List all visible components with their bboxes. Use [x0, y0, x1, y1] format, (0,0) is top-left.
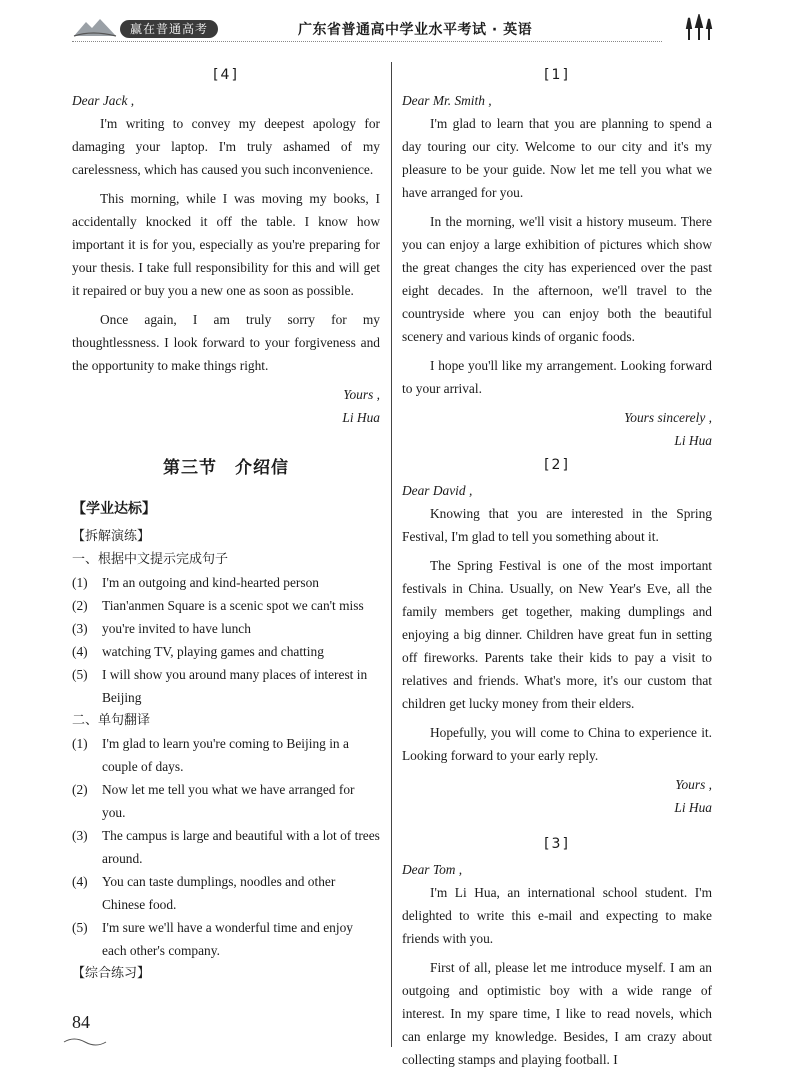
- letter-closing: Yours ,: [343, 387, 380, 402]
- right-column: [402, 62, 712, 1077]
- page-header: [72, 14, 712, 44]
- list-item: (4) You can taste dumplings, noodles and other Chinese food.: [72, 874, 336, 912]
- letter-greeting: Dear Tom ,: [402, 862, 463, 877]
- letter-closing: Yours sincerely ,: [624, 410, 712, 425]
- letter-greeting: Dear Mr. Smith ,: [402, 93, 492, 108]
- letter-paragraph: This morning, while I was moving my books, I accidentally knocked it off the table. I know how important it is for you, especially as you're preparing for your thesis. I take full responsibility for this and will get it repaired or buy you a new one as soon as possible.: [72, 191, 380, 298]
- book-title: 广东省普通高中学业水平考试 · 英语: [298, 22, 533, 38]
- header-rule: [72, 41, 662, 42]
- section-heading: 【学业达标】: [72, 501, 156, 517]
- letter-number: [3]: [544, 836, 570, 852]
- letter-number: [1]: [544, 67, 570, 83]
- letter-3: [402, 833, 712, 1071]
- exercise-list-1: [72, 571, 380, 709]
- trees-icon: [684, 14, 714, 42]
- letter-signature: Li Hua: [342, 410, 380, 425]
- column-divider: [391, 62, 392, 1047]
- list-item: (4) watching TV, playing games and chatting: [72, 644, 324, 659]
- letter-paragraph: I'm Li Hua, an international school student. I'm delighted to write this e-mail and expecting to make friends with you.: [402, 885, 712, 946]
- letter-greeting: Dear David ,: [402, 483, 473, 498]
- letter-signature: Li Hua: [674, 433, 712, 448]
- letter-paragraph: Hopefully, you will come to China to experience it. Looking forward to your early reply.: [402, 725, 712, 763]
- part-title: 二、单句翻译: [72, 713, 151, 728]
- list-item: (3) you're invited to have lunch: [72, 621, 251, 636]
- exercise-list-2: [72, 732, 380, 962]
- list-item: (1) I'm glad to learn you're coming to Beijing in a couple of days.: [72, 736, 349, 774]
- letter-paragraph: First of all, please let me introduce myself. I am an outgoing and optimistic boy with a wide range of interest. In my spare time, I like to read novels, which can enlarge my knowledge. Besides, I am crazy about collecting stamps and playing football. I: [402, 960, 712, 1067]
- list-item: (2) Tian'anmen Square is a scenic spot we can't miss: [72, 598, 364, 613]
- letter-paragraph: I hope you'll like my arrangement. Looking forward to your arrival.: [402, 358, 712, 396]
- letter-greeting: Dear Jack ,: [72, 93, 135, 108]
- letter-paragraph: The Spring Festival is one of the most important festivals in China. Usually, on New Year's Eve, all the family members get together, making dumplings and enjoying a big dinner. Children have great fun in setting off fireworks. Parents take their kids to pay a visit to relatives and friends. What's more, it's our custom that children get lucky money from their elders.: [402, 558, 712, 711]
- letter-2: [402, 454, 712, 819]
- letter-4: [72, 64, 380, 429]
- list-item: (5) I will show you around many places of interest in Beijing: [72, 667, 368, 705]
- part-title: 一、根据中文提示完成句子: [72, 552, 229, 567]
- left-column: [72, 62, 380, 985]
- letter-paragraph: In the morning, we'll visit a history museum. There you can enjoy a large exhibition of pictures which show the great changes the city has experienced over the past eight decades. In the afternoon, we'll travel to the countryside where you can enjoy both the beautiful scenery and various kinds of organic foods.: [402, 214, 712, 344]
- letter-paragraph: Once again, I am truly sorry for my thoughtlessness. I look forward to your forgiveness and the opportunity to make things right.: [72, 312, 380, 373]
- letter-paragraph: I'm glad to learn that you are planning to spend a day touring our city. Welcome to our city and it's my pleasure to be your guide. Now let me tell you what we have arranged for you.: [402, 116, 712, 200]
- letter-1: [402, 64, 712, 452]
- letter-closing: Yours ,: [675, 777, 712, 792]
- letter-number: [4]: [213, 67, 239, 83]
- letter-paragraph: I'm writing to convey my deepest apology for damaging your laptop. I'm truly ashamed of my carelessness, which has caused you such inconvenience.: [72, 116, 380, 177]
- list-item: (5) I'm sure we'll have a wonderful time and enjoy each other's company.: [72, 920, 353, 958]
- letter-number: [2]: [544, 457, 570, 473]
- page-number: 84: [72, 1012, 90, 1032]
- mountain-logo-icon: [72, 16, 118, 38]
- chapter-title: 第三节 介绍信: [163, 458, 289, 478]
- subsection-heading: 【拆解演练】: [72, 529, 151, 544]
- page-ornament-icon: [62, 1036, 108, 1048]
- series-badge: 赢在普通高考: [120, 20, 218, 38]
- section-heading: 【综合练习】: [72, 966, 151, 981]
- list-item: (2) Now let me tell you what we have arranged for you.: [72, 782, 355, 820]
- letter-paragraph: Knowing that you are interested in the Spring Festival, I'm glad to tell you something about it.: [402, 506, 712, 544]
- list-item: (3) The campus is large and beautiful with a lot of trees around.: [72, 828, 380, 866]
- list-item: (1) I'm an outgoing and kind-hearted person: [72, 575, 319, 590]
- letter-signature: Li Hua: [674, 800, 712, 815]
